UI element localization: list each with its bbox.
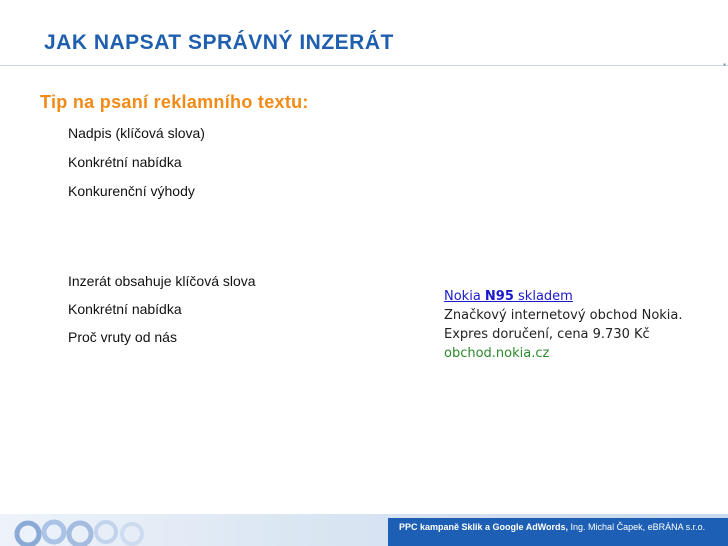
sample-ad	[444, 287, 683, 363]
tip-list	[68, 125, 205, 212]
footer-author: Ing. Michal Čapek, eBRÁNA s.r.o.	[568, 522, 706, 532]
ad-headline-link[interactable]	[444, 287, 683, 306]
tip-item-advantages: Konkurenční výhody	[68, 183, 195, 199]
example-points-list	[68, 273, 256, 357]
ad-headline-prefix: Nokia	[444, 289, 485, 304]
footer-circle-2	[44, 522, 64, 542]
footer-circle-5	[122, 524, 142, 544]
example-point-why-us: Proč vruty od nás	[68, 329, 177, 345]
ad-headline-suffix: skladem	[513, 289, 573, 304]
footer-decoration	[14, 518, 164, 546]
example-point-offer: Konkrétní nabídka	[68, 301, 182, 317]
ad-headline-keyword: N95	[484, 289, 514, 304]
footer-circle-3	[69, 523, 91, 545]
footer-credit	[399, 522, 705, 532]
ad-description-line-1: Značkový internetový obchod Nokia.	[444, 308, 683, 323]
example-point-keywords: Inzerát obsahuje klíčová slova	[68, 273, 256, 289]
footer-circle-1	[17, 523, 39, 545]
title-divider	[0, 65, 728, 66]
ad-display-url[interactable]: obchod.nokia.cz	[444, 346, 550, 361]
ad-description-line-2: Expres doručení, cena 9.730 Kč	[444, 327, 650, 342]
tip-heading: Tip na psaní reklamního textu:	[40, 92, 309, 112]
tip-item-headline: Nadpis (klíčová slova)	[68, 125, 205, 141]
tip-item-offer: Konkrétní nabídka	[68, 154, 182, 170]
footer-circle-4	[96, 522, 116, 542]
footer-course-title: PPC kampaně Sklik a Google AdWords,	[399, 522, 569, 532]
slide-title: JAK NAPSAT SPRÁVNÝ INZERÁT	[44, 31, 394, 54]
edge-marker: ▪	[723, 60, 726, 69]
